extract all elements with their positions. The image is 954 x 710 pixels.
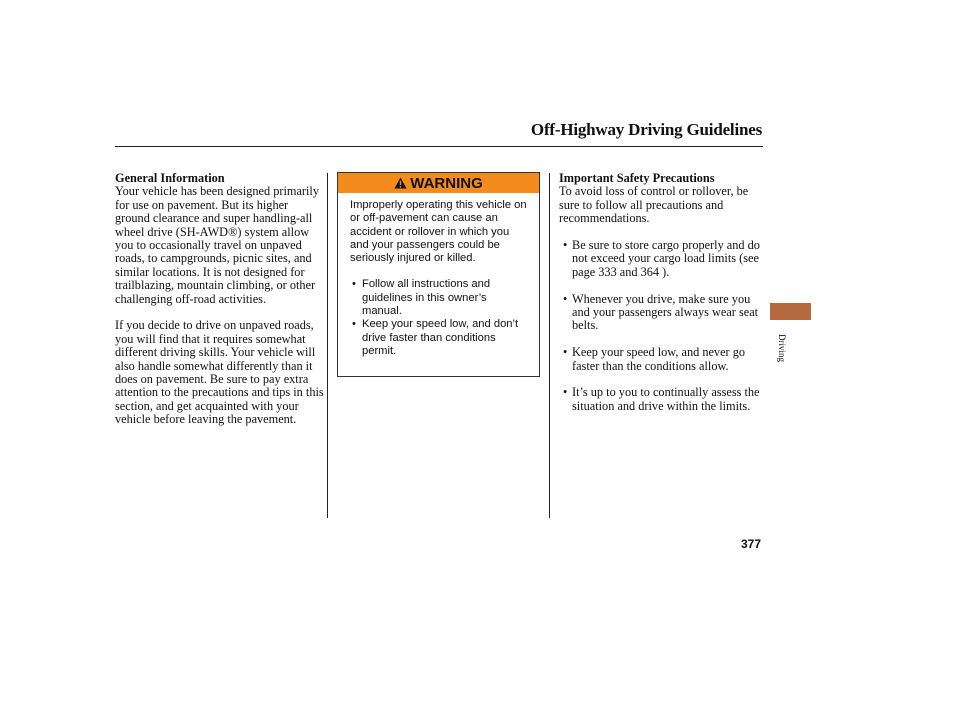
column-divider-right <box>549 173 550 518</box>
page-number: 377 <box>741 537 762 551</box>
section-tab-label: Driving <box>777 334 787 362</box>
warning-box <box>337 172 540 377</box>
warning-bullet-item: • Keep your speed low, and don’t drive faster than conditions permit. <box>352 318 527 358</box>
safety-precautions-list <box>559 239 765 413</box>
general-information-paragraph-1: Your vehicle has been designed primarily for use on pavement. But its higher ground clearance and super handling-all wheel drive (SH-AWD®) system allow you to occasionally travel on unpaved roads, to campgrounds, picnic sites, and similar locations. It is not designed for trailblazing, mountain climbing, or other challenging off-road activities. <box>115 184 319 306</box>
warning-body <box>338 193 539 358</box>
warning-bullet-list <box>350 278 527 358</box>
general-information-heading: General Information <box>115 171 225 185</box>
general-information-column <box>115 172 325 427</box>
title-divider <box>115 146 763 147</box>
warning-triangle-icon <box>394 177 407 189</box>
general-information-paragraph-2: If you decide to drive on unpaved roads, you will find that it requires somewhat different driving skills. Your vehicle will also handle somewhat differently than it does on pavement. Be sure to pay extra attention to the precautions and tips in this section, and get acquainted with your vehicle before leaving the pavement. <box>115 318 324 427</box>
section-tab <box>770 303 811 320</box>
safety-precautions-column <box>559 172 765 427</box>
warning-bullet-item: • Follow all instructions and guidelines in this owner’s manual. <box>352 278 527 318</box>
safety-precaution-item: • Be sure to store cargo properly and do not exceed your cargo load limits (see page 333 and 364 ). <box>559 239 765 279</box>
safety-precaution-item: • It’s up to you to continually assess the situation and drive within the limits. <box>559 386 765 413</box>
safety-precautions-heading: Important Safety Precautions <box>559 171 715 185</box>
warning-text: Improperly operating this vehicle on or off-pavement can cause an accident or rollover in which you and your passengers could be seriously injured or killed. <box>350 199 527 265</box>
safety-precaution-item: • Keep your speed low, and never go faster than the conditions allow. <box>559 346 765 373</box>
page-title: Off-Highway Driving Guidelines <box>530 120 762 139</box>
safety-precaution-item: • Whenever you drive, make sure you and your passengers always wear seat belts. <box>559 293 765 333</box>
column-divider-left <box>327 173 328 518</box>
safety-precautions-intro: To avoid loss of control or rollover, be sure to follow all precautions and recommendations. <box>559 184 749 226</box>
warning-label: WARNING <box>410 174 483 192</box>
warning-header <box>338 173 539 193</box>
